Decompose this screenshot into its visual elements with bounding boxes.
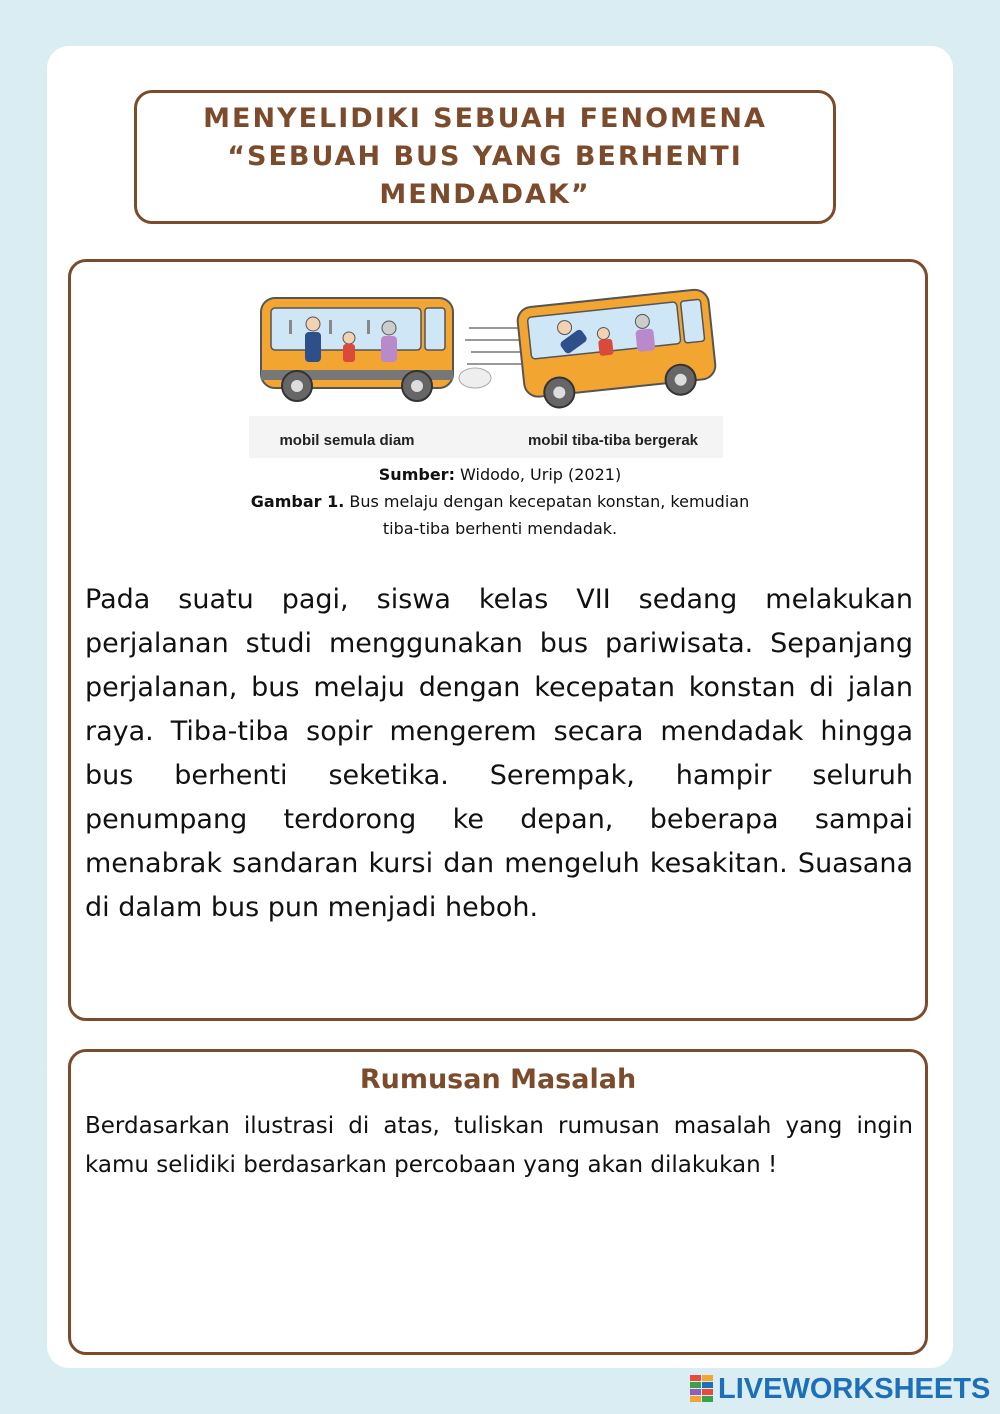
caption-line-1 <box>180 488 820 515</box>
label-stationary: mobil semula diam <box>279 432 415 449</box>
source-label: Sumber: <box>378 465 455 484</box>
page-title-line-1: MENYELIDIKI SEBUAH FENOMENA <box>203 103 767 134</box>
source-text: Widodo, Urip (2021) <box>454 465 622 484</box>
bus-illustration <box>249 278 723 458</box>
problem-title: Rumusan Masalah <box>359 1064 637 1095</box>
brand-name: LIVEWORKSHEETS <box>718 1372 991 1405</box>
figure-caption <box>180 461 820 542</box>
page-title-line-2: “SEBUAH BUS YANG BERHENTI MENDADAK” <box>227 141 743 210</box>
source-line <box>180 461 820 488</box>
story-paragraph: Pada suatu pagi, siswa kelas VII sedang melakukan perjalanan studi menggunakan bus pariwisata. Sepanjang perjalanan, bus melaju dengan kecepatan konstan di jalan raya. Tiba-tiba sopir mengerem secara mendadak hingga bus berhenti seketika. Serempak, hampir seluruh penumpang terdorong ke depan, beberapa sampai menabrak sandaran kursi dan mengeluh kesakitan. Suasana di dalam bus pun menjadi heboh. <box>85 584 913 923</box>
caption-line-2: tiba-tiba berhenti mendadak. <box>382 519 618 538</box>
bus-illustration-image <box>249 278 723 458</box>
title-box <box>134 90 836 224</box>
caption-text-1: Bus melaju dengan kecepatan konstan, kemudian <box>344 492 750 511</box>
liveworksheets-logo-icon <box>690 1375 714 1403</box>
liveworksheets-brand[interactable] <box>690 1372 990 1406</box>
problem-instruction: Berdasarkan ilustrasi di atas, tuliskan rumusan masalah yang ingin kamu selidiki berdasarkan percobaan yang akan dilakukan ! <box>85 1113 913 1178</box>
stationary-bus-picture <box>261 298 453 401</box>
caption-label: Gambar 1. <box>250 492 345 511</box>
moving-bus-picture <box>516 288 718 411</box>
motion-lines <box>459 328 521 388</box>
label-moving: mobil tiba-tiba bergerak <box>527 432 699 449</box>
